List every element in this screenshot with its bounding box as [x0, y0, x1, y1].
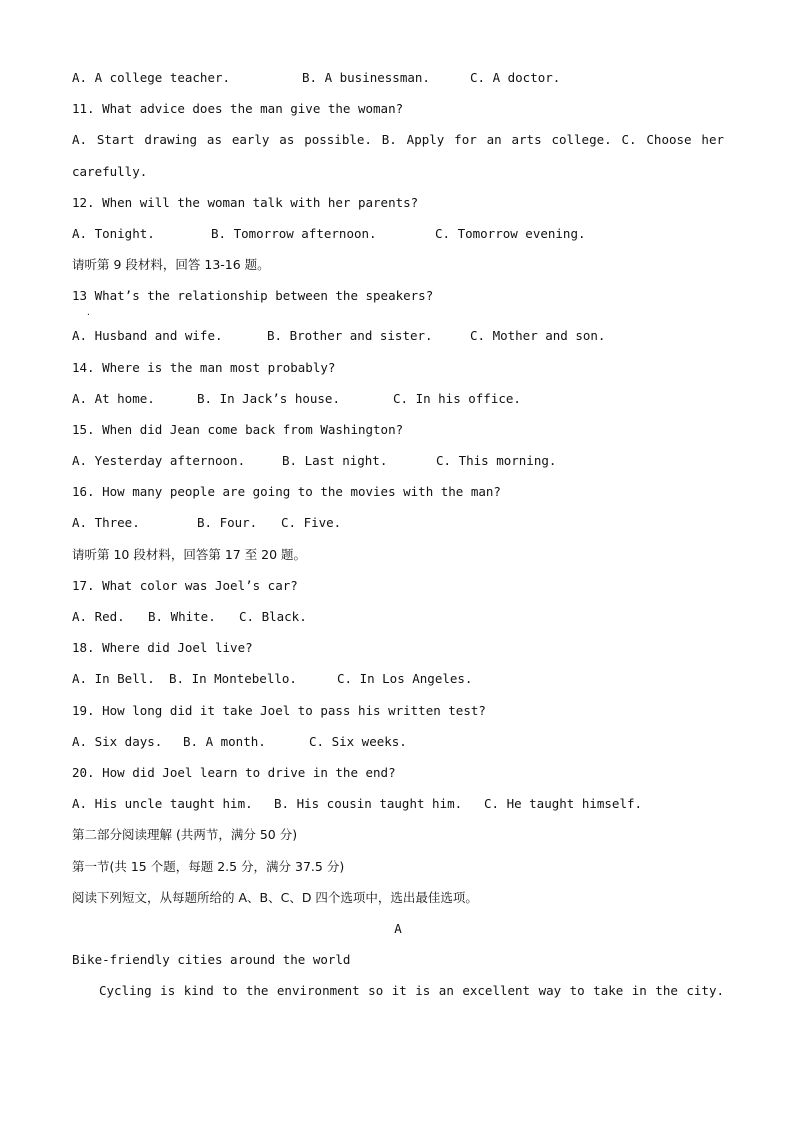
option-b: B. Tomorrow afternoon. [211, 225, 377, 241]
passage-letter: A [394, 920, 402, 936]
q16-options [72, 507, 724, 538]
question-14: 14. Where is the man most probably? [72, 359, 336, 375]
option-a: A. His uncle taught him. [72, 796, 253, 812]
option-b: B. A month. [183, 733, 266, 749]
option-b: B. In Jack’s house. [197, 390, 340, 406]
passage-first-line: Cycling is kind to the environment so it is an excellent way to take in the city. [99, 983, 724, 999]
stray-mark: · [86, 310, 91, 320]
option-a: A. In Bell. [72, 671, 155, 687]
section-10-instruction: 请听第 10 段材料，回答第 17 至 20 题。 [72, 546, 307, 562]
q17-options [72, 601, 724, 632]
reading-instruction: 阅读下列短文，从每题所给的 A、B、C、D 四个选项中，选出最佳选项。 [72, 889, 478, 905]
part-2-heading: 第二部分阅读理解 (共两节，满分 50 分) [72, 827, 298, 843]
option-a: A. Red. [72, 609, 125, 624]
option-a: A. A college teacher. [72, 70, 231, 85]
q11-options: A. Start drawing as early as possible. B. Apply for an arts college. C. Choose her [72, 132, 724, 148]
option-a: A. Tonight. [72, 225, 155, 241]
option-a: A. Six days. [72, 733, 163, 749]
option-b: B. A businessman. [302, 70, 430, 85]
option-b: B. In Montebello. [169, 671, 297, 687]
option-b: B. Four. [197, 515, 258, 531]
option-a: A. Three. [72, 515, 140, 531]
option-c: C. In Los Angeles. [337, 671, 473, 687]
question-16: 16. How many people are going to the movies with the man? [72, 484, 501, 500]
section-1-heading: 第一节(共 15 个题，每题 2.5 分，满分 37.5 分) [72, 858, 345, 874]
q13-options [72, 320, 724, 351]
question-18: 18. Where did Joel live? [72, 640, 253, 656]
option-a: A. Yesterday afternoon. [72, 453, 246, 469]
option-b: B. His cousin taught him. [274, 796, 463, 812]
q14-options [72, 383, 724, 414]
q15-options [72, 445, 724, 476]
passage-title: Bike-friendly cities around the world [72, 952, 351, 968]
document-page [72, 62, 724, 1006]
option-c: C. Five. [281, 515, 342, 531]
question-13: 13 What’s the relationship between the speakers? [72, 288, 434, 304]
question-12: 12. When will the woman talk with her parents? [72, 194, 419, 210]
q20-options [72, 788, 724, 819]
question-20: 20. How did Joel learn to drive in the end? [72, 764, 396, 780]
q10-options [72, 62, 724, 93]
option-c: C. Tomorrow evening. [435, 225, 586, 241]
option-b: B. White. [148, 609, 216, 624]
option-c: C. He taught himself. [484, 796, 643, 812]
question-11: 11. What advice does the man give the woman? [72, 101, 404, 117]
section-9-instruction: 请听第 9 段材料，回答 13-16 题。 [72, 257, 270, 273]
option-c: C. Six weeks. [309, 733, 407, 749]
option-c: C. A doctor. [470, 70, 561, 85]
option-c: C. Black. [239, 609, 307, 624]
option-b: B. Brother and sister. [267, 328, 433, 344]
question-15: 15. When did Jean come back from Washington? [72, 421, 404, 437]
option-a: A. At home. [72, 390, 155, 406]
option-a: A. Husband and wife. [72, 328, 223, 344]
q18-options [72, 663, 724, 694]
q11-options-continued: carefully. [72, 163, 148, 179]
q12-options [72, 218, 724, 249]
option-c: C. This morning. [436, 453, 557, 469]
question-19: 19. How long did it take Joel to pass his written test? [72, 702, 486, 718]
option-c: C. In his office. [393, 390, 521, 406]
q19-options [72, 726, 724, 757]
option-b: B. Last night. [282, 453, 388, 469]
option-c: C. Mother and son. [470, 328, 606, 344]
question-17: 17. What color was Joel’s car? [72, 577, 298, 593]
